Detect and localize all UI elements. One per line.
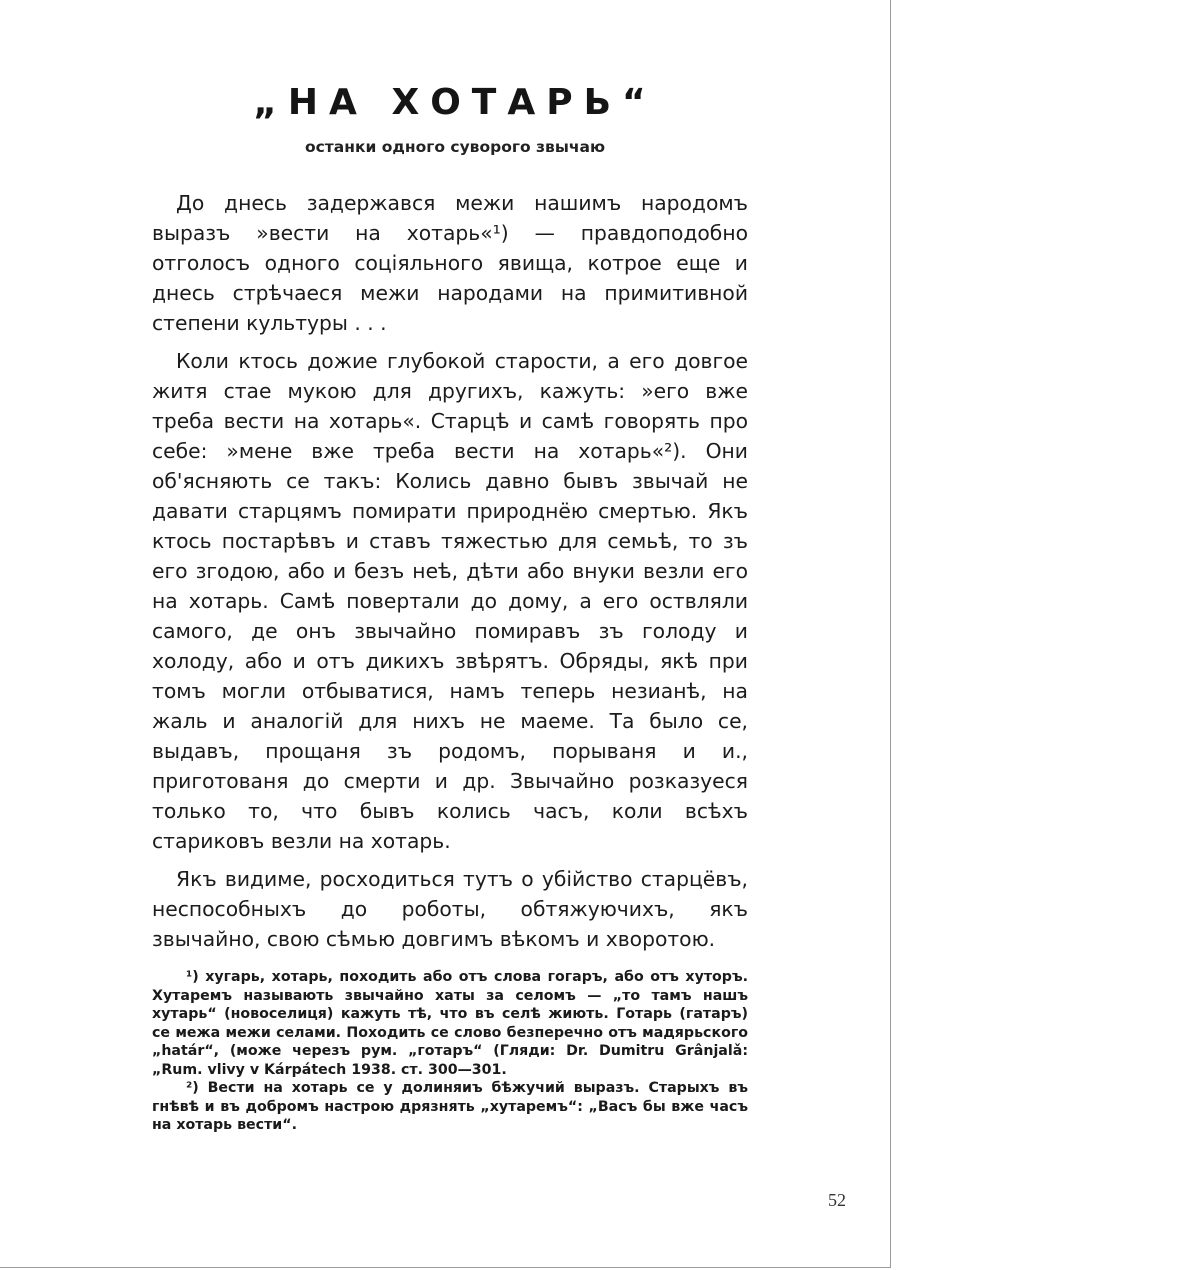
article-title: „НА ХОТАРЬ“ (253, 82, 657, 123)
body-paragraph: До днесь задержався межи нашимъ народомъ выразъ »вести на хотарь«¹) — правдоподобно отголосъ одного соціяльного явища, котрое еще и днесь стрѣчаеся межи народами на примитивной степени культуры . . . (152, 191, 748, 335)
article-body (152, 188, 748, 954)
footnote-1: ¹) хугарь, хотарь, походить або отъ слова гогаръ, або отъ хуторъ. Хутаремъ называють звычайно хаты за селомъ — „то тамъ нашъ хутарь“ (новоселиця) кажуть тѣ, что въ селѣ жиють. Готарь (гатаръ) се межа межи селами. Походить се слово безперечно отъ мадярьского „határ“, (може черезъ рум. „готаръ“ (Гляди: Dr. Dumitru Grânjalǎ: „Rum. vlivy v Kárpátech 1938. ст. 300—301. (152, 969, 748, 1078)
footnotes (152, 968, 748, 1135)
body-paragraph: Якъ видиме, росходиться тутъ о убійство старцёвъ, неспособныхъ до роботы, обтяжуючихъ, якъ звычайно, свою сѣмью довгимъ вѣкомъ и хворотою. (152, 867, 748, 951)
footnote-2: ²) Вести на хотарь се у долиняиъ бѣжучий выразъ. Старыхъ въ гнѣвѣ и въ добромъ настрою дрязнять „хутаремъ“: „Васъ бы вже часъ на хотарь вести“. (152, 1080, 748, 1133)
body-paragraph: Коли ктось дожие глубокой старости, а его довгое житя стае мукою для другихъ, кажуть: »его вже треба вести на хотарь«. Старцѣ и самѣ говорять про себе: »мене вже треба вести на хотарь«²). Они об'ясняють се такъ: Колись давно бывъ звычай не давати старцямъ помирати природнёю смертью. Якъ ктось постарѣвъ и ставъ тяжестью для семьѣ, то зъ его згодою, або и безъ неѣ, дѣти або внуки везли его на хотарь. Самѣ повертали до дому, а его оствляли самого, де онъ звычайно помиравъ зъ голоду и холоду, або и отъ дикихъ звѣрятъ. Обряды, якѣ при томъ могли отбыватися, намъ теперь незианѣ, на жаль и аналогій для нихъ не маеме. Та было се, выдавъ, прощаня зъ родомъ, порываня и и., приготованя до смерти и др. Звычайно розказуеся только то, что бывъ колись часъ, коли всѣхъ стариковъ везли на хотарь. (152, 349, 748, 853)
article-subtitle: останки одного суворого звычаю (304, 138, 606, 156)
page-number: 52 (828, 1190, 846, 1210)
